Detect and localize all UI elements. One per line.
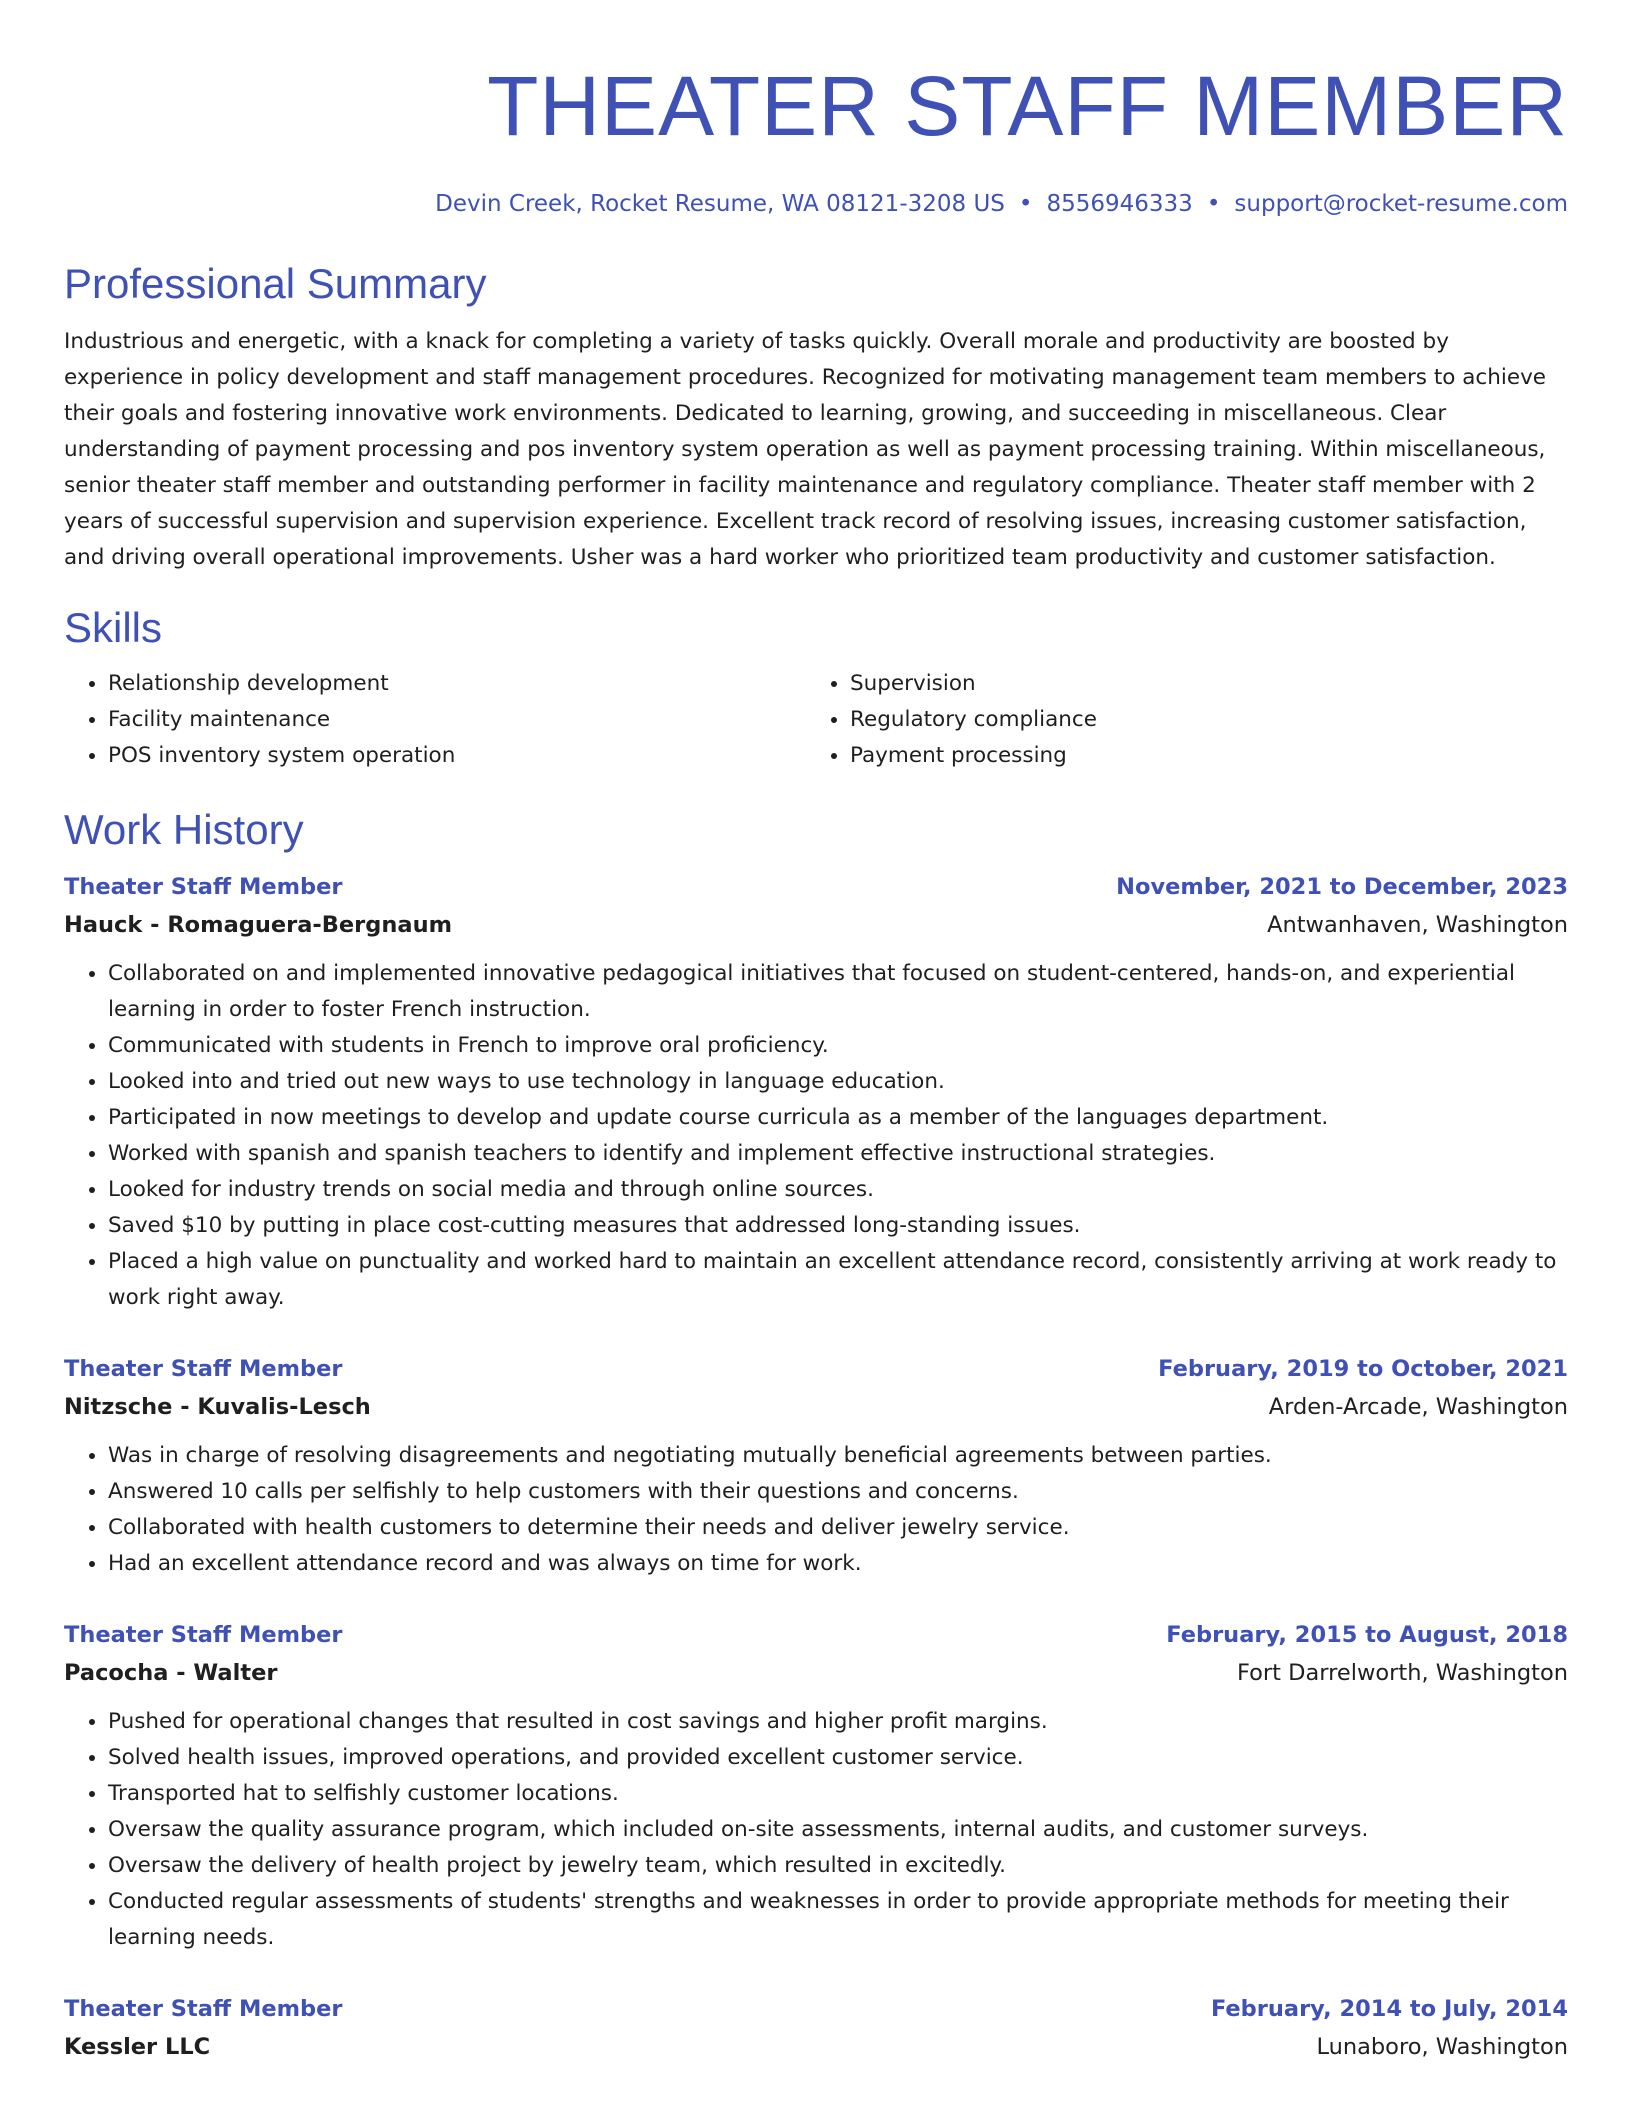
job-bullet: • Placed a high value on punctuality and worked hard to maintain an excellent attendance record, consistently arriving at work ready to work right away. bbox=[108, 1244, 1568, 1316]
skill-item: • Supervision bbox=[850, 666, 1568, 702]
skills-heading: Skills bbox=[64, 604, 163, 651]
skills-column-left bbox=[64, 666, 806, 774]
job-title: Theater Staff Member bbox=[64, 1622, 343, 1648]
job-employer-row bbox=[64, 2028, 1568, 2066]
skill-item: • Payment processing bbox=[850, 738, 1568, 774]
job-company: Hauck - Romaguera-Bergnaum bbox=[64, 912, 453, 938]
job-title: Theater Staff Member bbox=[64, 1996, 343, 2022]
job-bullet: • Saved $10 by putting in place cost-cutting measures that addressed long-standing issues. bbox=[108, 1208, 1568, 1244]
job-bullet: • Communicated with students in French to improve oral proficiency. bbox=[108, 1028, 1568, 1064]
job-bullets bbox=[64, 1438, 1568, 1582]
job-entry bbox=[64, 868, 1568, 1316]
job-location: Arden-Arcade, Washington bbox=[1268, 1394, 1568, 1420]
job-company: Pacocha - Walter bbox=[64, 1660, 278, 1686]
contact-separator: • bbox=[1018, 191, 1033, 217]
summary-text: Industrious and energetic, with a knack for completing a variety of tasks quickly. Overall morale and productivity are boosted by experience in policy development and staff management procedures. Recognized for motivating management team members to achieve their goals and fostering innovative work environments. Dedicated to learning, growing, and succeeding in miscellaneous. Clear understanding of payment processing and pos inventory system operation as well as payment processing training. Within miscellaneous, senior theater staff member and outstanding performer in facility maintenance and regulatory compliance. Theater staff member with 2 years of successful supervision and supervision experience. Excellent track record of resolving issues, increasing customer satisfaction, and driving overall operational improvements. Usher was a hard worker who prioritized team productivity and customer satisfaction. bbox=[64, 329, 1547, 570]
contact-email: support@rocket-resume.com bbox=[1234, 191, 1568, 217]
job-bullet: • Participated in now meetings to develop and update course curricula as a member of the languages department. bbox=[108, 1100, 1568, 1136]
contact-address: Devin Creek, Rocket Resume, WA 08121-3208 US bbox=[435, 191, 1005, 217]
job-header bbox=[64, 868, 1568, 906]
skill-item: • Regulatory compliance bbox=[850, 702, 1568, 738]
job-header bbox=[64, 1990, 1568, 2028]
job-bullet: • Solved health issues, improved operations, and provided excellent customer service. bbox=[108, 1740, 1568, 1776]
skills-column-right bbox=[806, 666, 1568, 774]
job-dates: February, 2014 to July, 2014 bbox=[1210, 1996, 1568, 2022]
skills-list bbox=[64, 666, 1568, 774]
job-header bbox=[64, 1616, 1568, 1654]
resume-page bbox=[64, 0, 1568, 2066]
job-employer-row bbox=[64, 1388, 1568, 1426]
job-location: Fort Darrelworth, Washington bbox=[1237, 1660, 1568, 1686]
summary-heading: Professional Summary bbox=[64, 260, 487, 307]
job-entry bbox=[64, 1990, 1568, 2066]
job-bullet: • Answered 10 calls per selfishly to help customers with their questions and concerns. bbox=[108, 1474, 1568, 1510]
job-entry bbox=[64, 1616, 1568, 1956]
job-header bbox=[64, 1350, 1568, 1388]
skill-item: • POS inventory system operation bbox=[108, 738, 806, 774]
skill-item: • Facility maintenance bbox=[108, 702, 806, 738]
job-company: Kessler LLC bbox=[64, 2034, 211, 2060]
work-history-heading: Work History bbox=[64, 806, 304, 853]
job-dates: February, 2015 to August, 2018 bbox=[1166, 1622, 1568, 1648]
job-bullet: • Conducted regular assessments of students' strengths and weaknesses in order to provide appropriate methods for meeting their learning needs. bbox=[108, 1884, 1568, 1956]
job-bullet: • Oversaw the delivery of health project by jewelry team, which resulted in excitedly. bbox=[108, 1848, 1568, 1884]
job-dates: February, 2019 to October, 2021 bbox=[1158, 1356, 1568, 1382]
job-location: Antwanhaven, Washington bbox=[1267, 912, 1568, 938]
job-company: Nitzsche - Kuvalis-Lesch bbox=[64, 1394, 371, 1420]
job-title: Theater Staff Member bbox=[64, 1356, 343, 1382]
job-bullet: • Oversaw the quality assurance program, which included on-site assessments, internal audits, and customer surveys. bbox=[108, 1812, 1568, 1848]
job-entry bbox=[64, 1350, 1568, 1582]
contact-phone: 8556946333 bbox=[1046, 191, 1193, 217]
resume-name: THEATER STAFF MEMBER bbox=[487, 59, 1568, 153]
skill-item: • Relationship development bbox=[108, 666, 806, 702]
job-title: Theater Staff Member bbox=[64, 874, 343, 900]
job-bullet: • Collaborated with health customers to determine their needs and deliver jewelry service. bbox=[108, 1510, 1568, 1546]
job-bullet: • Looked for industry trends on social media and through online sources. bbox=[108, 1172, 1568, 1208]
job-employer-row bbox=[64, 906, 1568, 944]
job-bullet: • Collaborated on and implemented innovative pedagogical initiatives that focused on student-centered, hands-on, and experiential learning in order to foster French instruction. bbox=[108, 956, 1568, 1028]
job-employer-row bbox=[64, 1654, 1568, 1692]
job-dates: November, 2021 to December, 2023 bbox=[1116, 874, 1568, 900]
job-bullet: • Pushed for operational changes that resulted in cost savings and higher profit margins. bbox=[108, 1704, 1568, 1740]
job-bullet: • Transported hat to selfishly customer locations. bbox=[108, 1776, 1568, 1812]
job-bullet: • Was in charge of resolving disagreements and negotiating mutually beneficial agreements between parties. bbox=[108, 1438, 1568, 1474]
job-bullets bbox=[64, 1704, 1568, 1956]
job-bullets bbox=[64, 956, 1568, 1316]
job-bullet: • Had an excellent attendance record and was always on time for work. bbox=[108, 1546, 1568, 1582]
job-bullet: • Looked into and tried out new ways to use technology in language education. bbox=[108, 1064, 1568, 1100]
job-location: Lunaboro, Washington bbox=[1316, 2034, 1568, 2060]
contact-separator: • bbox=[1206, 191, 1221, 217]
job-bullet: • Worked with spanish and spanish teachers to identify and implement effective instructional strategies. bbox=[108, 1136, 1568, 1172]
contact-line bbox=[64, 188, 1568, 220]
